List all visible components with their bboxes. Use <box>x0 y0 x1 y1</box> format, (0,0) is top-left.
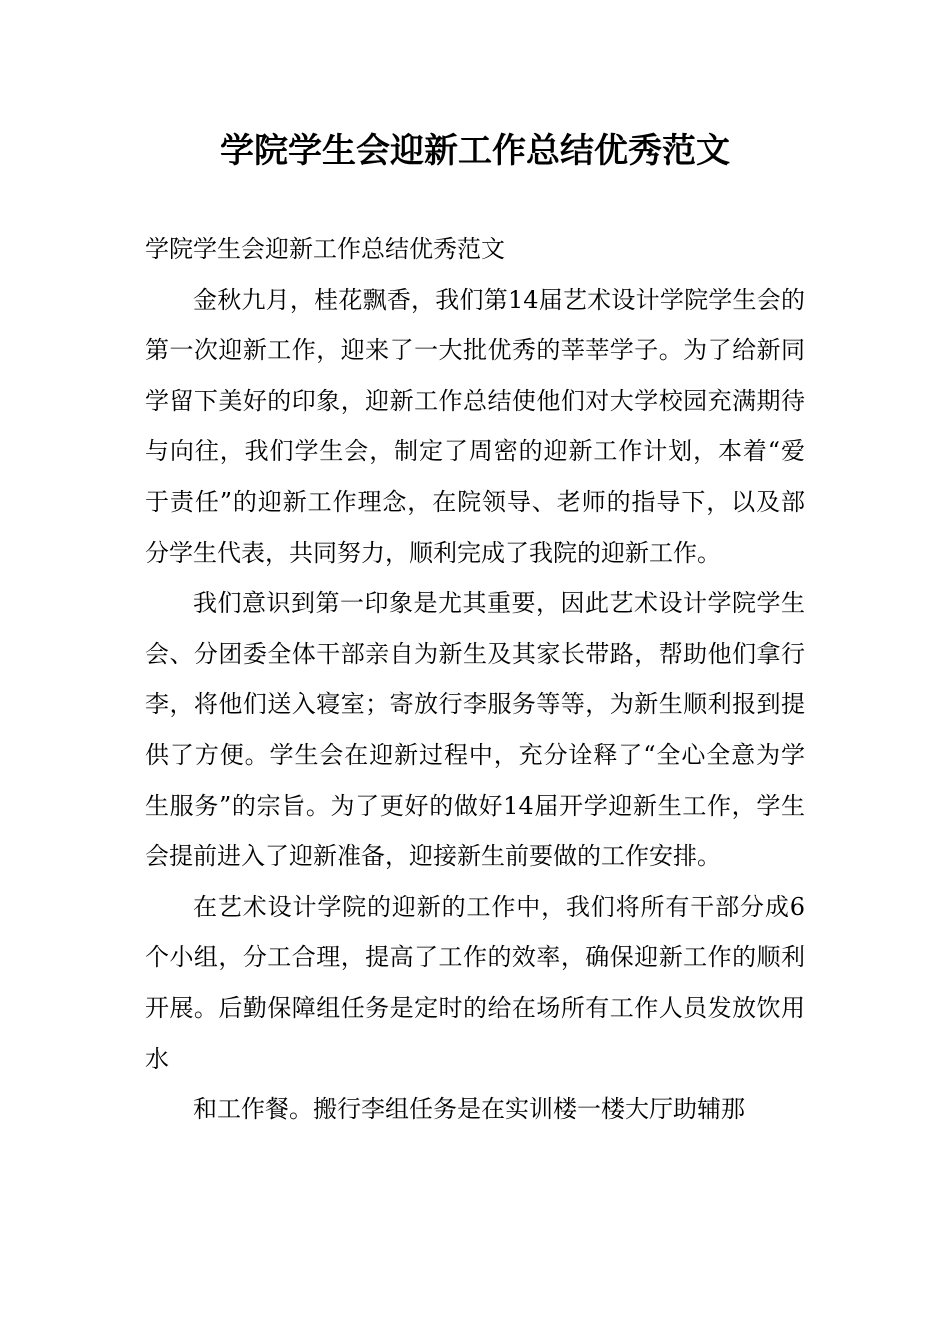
paragraph-3: 在艺术设计学院的迎新的工作中，我们将所有干部分成6个小组，分工合理，提高了工作的效率，确保迎新工作的顺利开展。后勤保障组任务是定时的给在场所有工作人员发放饮用水 <box>145 892 805 1073</box>
paragraph-2: 我们意识到第一印象是尤其重要，因此艺术设计学院学生会、分团委全体干部亲自为新生及其家长带路，帮助他们拿行李，将他们送入寝室；寄放行李服务等等，为新生顺利报到提供了方便。学生会在迎新过程中，充分诠释了“全心全意为学生服务”的宗旨。为了更好的做好14届开学迎新生工作，学生会提前进入了迎新准备，迎接新生前要做的工作安排。 <box>145 589 805 871</box>
document-subtitle: 学院学生会迎新工作总结优秀范文 <box>145 235 505 263</box>
document-body <box>145 224 805 1135</box>
paragraph-1: 金秋九月，桂花飘香，我们第14届艺术设计学院学生会的第一次迎新工作，迎来了一大批优秀的莘莘学子。为了给新同学留下美好的印象，迎新工作总结使他们对大学校园充满期待与向往，我们学生会，制定了周密的迎新工作计划，本着“爱于责任”的迎新工作理念，在院领导、老师的指导下，以及部分学生代表，共同努力，顺利完成了我院的迎新工作。 <box>145 285 805 567</box>
paragraph-4: 和工作餐。搬行李组任务是在实训楼一楼大厅助辅那 <box>193 1095 745 1124</box>
document-title: 学院学生会迎新工作总结优秀范文 <box>220 131 730 171</box>
